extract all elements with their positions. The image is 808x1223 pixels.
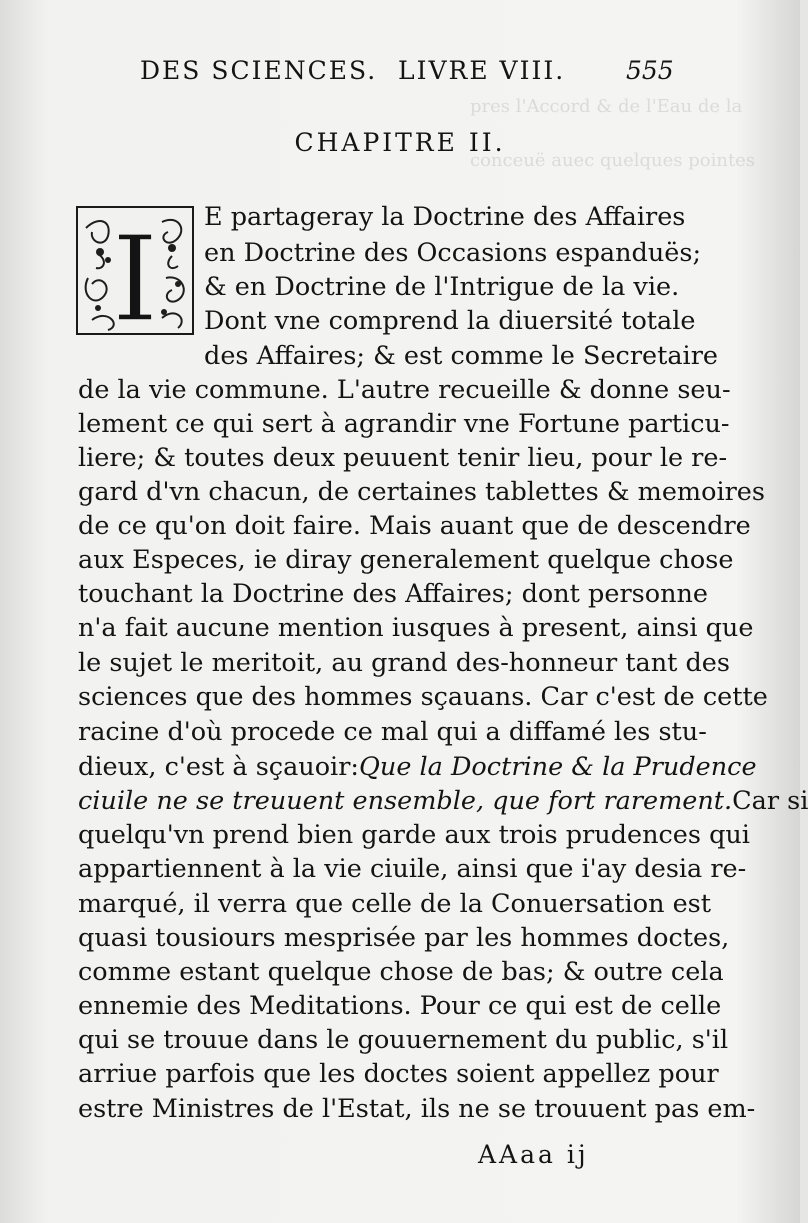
text-fragment: dieux, c'est à sçauoir: xyxy=(78,752,359,782)
text-line: gard d'vn chacun, de certaines tablettes & memoires xyxy=(78,477,765,507)
text-line-mixed xyxy=(78,782,808,820)
text-line: sciences que des hommes sçauans. Car c'est de cette xyxy=(78,682,768,712)
text-line: quasi tousiours mesprisée par les hommes doctes, xyxy=(78,923,730,953)
show-through-text: pres l'Accord & de l'Eau de la xyxy=(470,96,743,117)
italic-maxim: ciuile ne se treuuent ensemble, que fort rarement. xyxy=(78,786,733,816)
text-line: aux Especes, ie diray generalement quelque chose xyxy=(78,545,734,575)
text-line: arriue parfois que les doctes soient appellez pour xyxy=(78,1059,719,1089)
text-line: E partageray la Doctrine des Affaires xyxy=(204,202,686,232)
text-line: qui se trouue dans le gouuernement du public, s'il xyxy=(78,1025,729,1055)
italic-maxim: Que la Doctrine & la Prudence xyxy=(359,752,757,782)
chapter-heading: CHAPITRE II. xyxy=(294,128,506,157)
text-line: liere; & toutes deux peuuent tenir lieu, pour le re- xyxy=(78,443,728,473)
show-through-text: conceuë auec quelques pointes xyxy=(470,150,756,171)
text-line-mixed xyxy=(78,748,757,786)
signature-mark: AAaa ij xyxy=(478,1140,589,1169)
text-line: Dont vne comprend la diuersité totale xyxy=(204,306,696,336)
text-line: appartiennent à la vie ciuile, ainsi que i'ay desia re- xyxy=(78,854,747,884)
text-line: n'a fait aucune mention iusques à present, ainsi que xyxy=(78,613,754,643)
text-line: lement ce qui sert à agrandir vne Fortune particu- xyxy=(78,409,730,439)
running-head-title: DES SCIENCES. xyxy=(140,56,378,85)
text-line: le sujet le meritoit, au grand des-honneur tant des xyxy=(78,648,730,678)
text-line: & en Doctrine de l'Intrigue de la vie. xyxy=(204,272,680,302)
text-line: de ce qu'on doit faire. Mais auant que de descendre xyxy=(78,511,751,541)
text-line: en Doctrine des Occasions espanduës; xyxy=(204,238,702,268)
text-fragment: Car si xyxy=(732,786,808,816)
text-line: comme estant quelque chose de bas; & outre cela xyxy=(78,957,724,987)
page-number: 555 xyxy=(626,56,674,85)
running-head-book: LIVRE VIII. xyxy=(398,56,566,85)
text-line: quelqu'vn prend bien garde aux trois prudences qui xyxy=(78,820,750,850)
drop-cap-letter: I xyxy=(111,210,159,348)
text-line: racine d'où procede ce mal qui a diffamé les stu- xyxy=(78,717,707,747)
text-line: marqué, il verra que celle de la Conuersation est xyxy=(78,889,712,919)
text-line: estre Ministres de l'Estat, ils ne se trouuent pas em- xyxy=(78,1094,756,1124)
text-line: de la vie commune. L'autre recueille & donne seu- xyxy=(78,375,731,405)
text-line: ennemie des Meditations. Pour ce qui est de celle xyxy=(78,991,722,1021)
text-line: touchant la Doctrine des Affaires; dont personne xyxy=(78,579,709,609)
text-line: des Affaires; & est comme le Secretaire xyxy=(204,341,718,371)
